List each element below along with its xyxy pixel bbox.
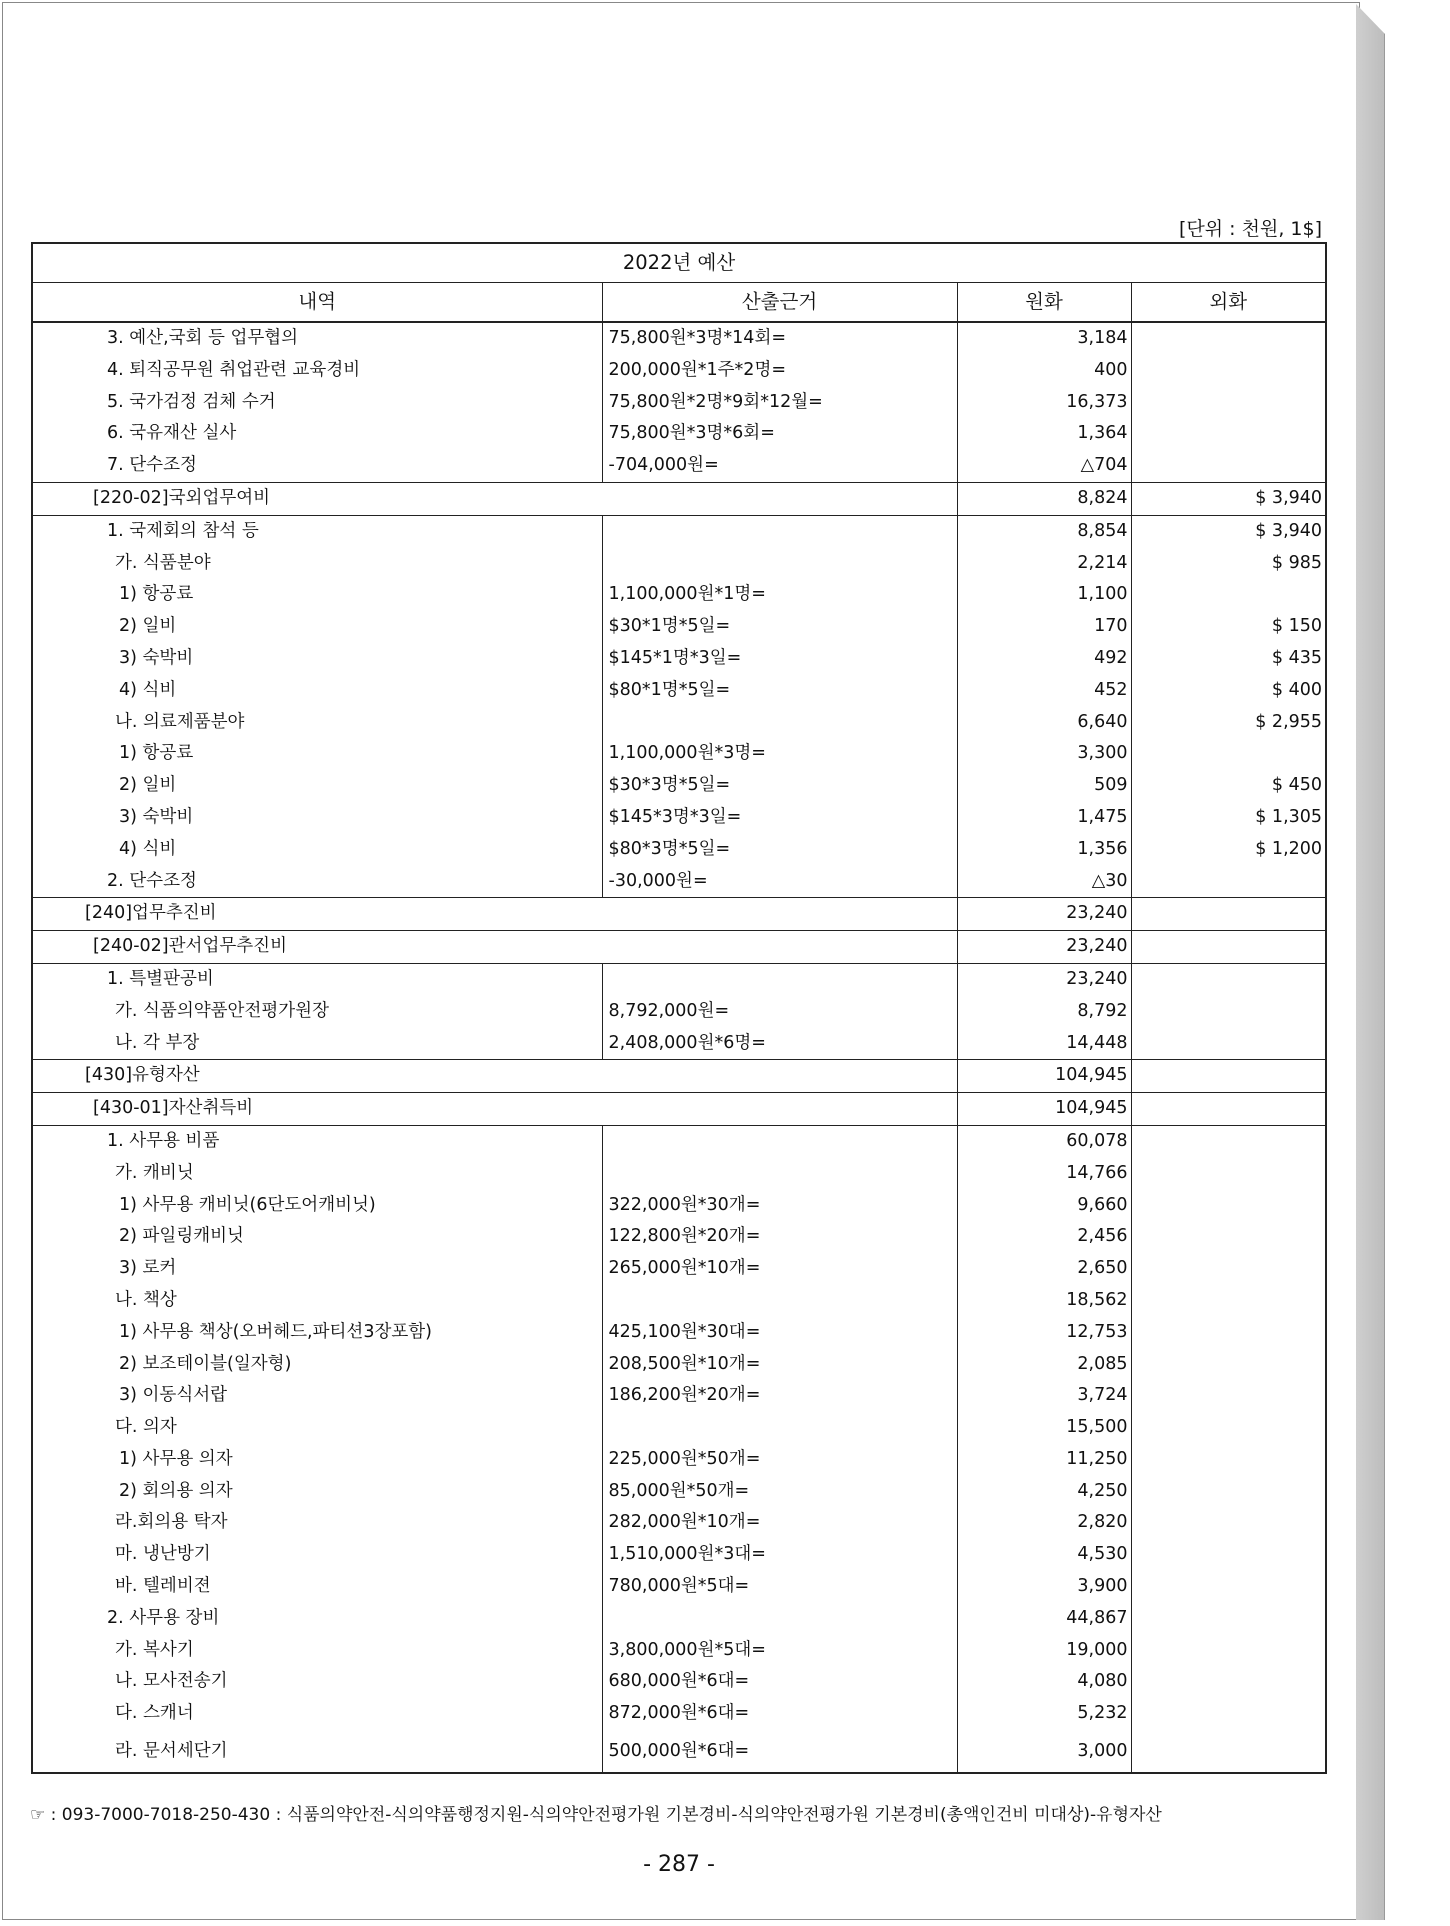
row-fx: $ 3,940 (1131, 482, 1326, 515)
table-row (32, 707, 1326, 739)
row-krw: 2,085 (957, 1349, 1131, 1381)
row-fx: $ 3,940 (1131, 515, 1326, 547)
table-row (32, 898, 1326, 931)
table-row (32, 515, 1326, 547)
table-row (32, 1698, 1326, 1730)
header-fx: 외화 (1131, 283, 1326, 323)
row-desc: 바. 텔레비젼 (32, 1571, 602, 1603)
row-fx: $ 435 (1271, 647, 1323, 668)
row-krw: 16,373 (957, 387, 1131, 419)
row-basis: 1,510,000원*3대= (602, 1539, 957, 1571)
row-krw: 12,753 (957, 1317, 1131, 1349)
row-basis: 282,000원*10개= (602, 1507, 957, 1539)
row-basis: 680,000원*6대= (602, 1666, 957, 1698)
row-basis (602, 1412, 957, 1444)
row-fx (1131, 387, 1326, 419)
row-basis: 8,792,000원= (602, 996, 957, 1028)
row-krw: 6,640 (957, 707, 1131, 739)
row-krw: 11,250 (957, 1444, 1131, 1476)
row-basis: $80*3명*5일= (602, 834, 957, 866)
row-desc: 2. 단수조정 (32, 866, 602, 898)
row-basis: 265,000원*10개= (602, 1253, 957, 1285)
row-krw: 14,448 (957, 1028, 1131, 1060)
row-basis: 2,408,000원*6명= (602, 1028, 957, 1060)
row-basis (602, 1285, 957, 1317)
row-desc: 7. 단수조정 (32, 450, 602, 482)
row-krw: 23,240 (957, 931, 1131, 964)
row-basis: -704,000원= (602, 450, 957, 482)
row-krw: 509 (957, 770, 1131, 802)
row-fx: $ 400 (1271, 679, 1323, 700)
row-fx: $ 1,305 (1255, 806, 1323, 827)
row-fx (1131, 738, 1326, 770)
row-fx (1131, 1571, 1326, 1603)
row-krw: 1,100 (957, 579, 1131, 611)
row-basis: 425,100원*30대= (602, 1317, 957, 1349)
table-row (32, 1125, 1326, 1157)
table-row (32, 1349, 1326, 1381)
row-fx (1131, 1507, 1326, 1539)
row-desc: 1) 사무용 책상(오버헤드,파티션3장포함) (32, 1317, 602, 1349)
header-basis: 산출근거 (602, 283, 957, 323)
table-row (32, 387, 1326, 419)
row-desc: 나. 각 부장 (32, 1028, 602, 1060)
row-desc: 5. 국가검정 검체 수거 (32, 387, 602, 419)
row-desc: 다. 의자 (32, 1412, 602, 1444)
table-row (32, 834, 1326, 866)
table-row (32, 1060, 1326, 1093)
row-desc: 가. 복사기 (32, 1635, 602, 1667)
row-krw: △704 (957, 450, 1131, 482)
row-desc: 2) 보조테이블(일자형) (32, 1349, 602, 1381)
table-row (32, 1380, 1326, 1412)
row-desc: 1. 사무용 비품 (32, 1125, 602, 1157)
row-desc: 3) 로커 (32, 1253, 602, 1285)
table-row (32, 1028, 1326, 1060)
row-fx (1131, 1444, 1326, 1476)
row-desc: 1) 항공료 (32, 579, 602, 611)
row-krw: 4,530 (957, 1539, 1131, 1571)
table-row (32, 802, 1326, 834)
row-krw: 5,232 (957, 1698, 1131, 1730)
row-desc: 1. 특별판공비 (32, 963, 602, 995)
footnote: ☞ : 093-7000-7018-250-430 : 식품의약안전-식의약품행정지원-식의약안전평가원 기본경비-식의약안전평가원 기본경비(총액인건비 미대상)-유형자산 (30, 1805, 1162, 1825)
row-krw: 2,214 (957, 548, 1131, 580)
row-fx (1131, 898, 1326, 931)
row-fx (1131, 866, 1326, 898)
table-row (32, 1539, 1326, 1571)
row-krw: 104,945 (957, 1093, 1131, 1126)
table-row (32, 1476, 1326, 1508)
row-fx (1131, 931, 1326, 964)
table-row (32, 931, 1326, 964)
row-krw: 8,854 (957, 515, 1131, 547)
row-fx (1131, 1253, 1326, 1285)
row-basis: $145*3명*3일= (602, 802, 957, 834)
row-desc: [430]유형자산 (32, 1060, 957, 1093)
row-desc: 3. 예산,국회 등 업무협의 (32, 322, 602, 355)
row-fx (1131, 1698, 1326, 1730)
page-number: - 287 - (643, 1852, 715, 1877)
table-row (32, 996, 1326, 1028)
row-basis: 200,000원*1주*2명= (602, 355, 957, 387)
table-row (32, 548, 1326, 580)
row-krw: 9,660 (957, 1190, 1131, 1222)
row-desc: 4) 식비 (32, 675, 602, 707)
row-basis: 75,800원*2명*9회*12월= (602, 387, 957, 419)
row-desc: 4. 퇴직공무원 취업관련 교육경비 (32, 355, 602, 387)
row-desc: 2) 일비 (32, 611, 602, 643)
row-basis: 225,000원*50개= (602, 1444, 957, 1476)
header-desc: 내역 (32, 283, 602, 323)
row-krw: 4,250 (957, 1476, 1131, 1508)
row-desc: [240-02]관서업무추진비 (32, 931, 957, 964)
row-basis: 500,000원*6대= (602, 1730, 957, 1773)
row-fx: $ 1,200 (1255, 838, 1323, 859)
row-fx (1131, 1285, 1326, 1317)
row-fx: $ 2,955 (1255, 711, 1323, 732)
header-krw: 원화 (957, 283, 1131, 323)
table-row (32, 738, 1326, 770)
row-fx (1131, 963, 1326, 995)
row-desc: 3) 숙박비 (32, 643, 602, 675)
table-row (32, 1158, 1326, 1190)
row-krw: 3,000 (957, 1730, 1131, 1773)
row-desc: 라.회의용 탁자 (32, 1507, 602, 1539)
row-desc: [430-01]자산취득비 (32, 1093, 957, 1126)
row-fx (1131, 1125, 1326, 1157)
row-fx (1131, 1666, 1326, 1698)
row-fx (1131, 322, 1326, 355)
row-fx: $ 450 (1271, 775, 1323, 796)
table-row (32, 1603, 1326, 1635)
table-row (32, 482, 1326, 515)
row-desc: 나. 책상 (32, 1285, 602, 1317)
row-basis (602, 515, 957, 547)
table-row (32, 675, 1326, 707)
row-desc: 3) 이동식서랍 (32, 1380, 602, 1412)
row-krw: 23,240 (957, 963, 1131, 995)
row-krw: 1,364 (957, 418, 1131, 450)
row-krw: 3,724 (957, 1380, 1131, 1412)
row-desc: 1) 항공료 (32, 738, 602, 770)
row-desc: 1) 사무용 캐비닛(6단도어캐비닛) (32, 1190, 602, 1222)
row-desc: 다. 스캐너 (32, 1698, 602, 1730)
row-krw: 3,900 (957, 1571, 1131, 1603)
row-basis: -30,000원= (602, 866, 957, 898)
row-basis: 3,800,000원*5대= (602, 1635, 957, 1667)
row-krw: 8,792 (957, 996, 1131, 1028)
row-fx (1131, 1349, 1326, 1381)
row-fx (1131, 450, 1326, 482)
row-krw: 2,820 (957, 1507, 1131, 1539)
table-row (32, 579, 1326, 611)
table-row (32, 1666, 1326, 1698)
row-fx (1131, 1093, 1326, 1126)
row-fx (1131, 1635, 1326, 1667)
row-desc: 4) 식비 (32, 834, 602, 866)
row-desc: 가. 캐비닛 (32, 1158, 602, 1190)
row-desc: 1) 사무용 의자 (32, 1444, 602, 1476)
row-fx (1131, 1221, 1326, 1253)
row-fx: $ 150 (1271, 616, 1323, 637)
table-row (32, 866, 1326, 898)
row-krw: 60,078 (957, 1125, 1131, 1157)
row-basis (602, 548, 957, 580)
row-krw: 19,000 (957, 1635, 1131, 1667)
row-krw: 492 (957, 643, 1131, 675)
row-desc: 나. 모사전송기 (32, 1666, 602, 1698)
row-desc: 마. 냉난방기 (32, 1539, 602, 1571)
table-row (32, 643, 1326, 675)
row-fx (1131, 1158, 1326, 1190)
table-row (32, 770, 1326, 802)
row-fx (1131, 1317, 1326, 1349)
row-desc: [240]업무추진비 (32, 898, 957, 931)
row-krw: 2,650 (957, 1253, 1131, 1285)
row-fx (1131, 1603, 1326, 1635)
row-desc: 가. 식품분야 (32, 548, 602, 580)
table-row (32, 1571, 1326, 1603)
row-basis: 186,200원*20개= (602, 1380, 957, 1412)
row-krw: 44,867 (957, 1603, 1131, 1635)
row-krw: 3,300 (957, 738, 1131, 770)
row-fx (1131, 1539, 1326, 1571)
table-row (32, 1635, 1326, 1667)
row-fx (1131, 1060, 1326, 1093)
table-row (32, 1285, 1326, 1317)
row-basis (602, 1603, 957, 1635)
row-basis: $145*1명*3일= (602, 643, 957, 675)
row-basis: 872,000원*6대= (602, 1698, 957, 1730)
table-row (32, 355, 1326, 387)
table-row (32, 1253, 1326, 1285)
row-fx (1131, 1730, 1326, 1773)
table-row (32, 1093, 1326, 1126)
table-row (32, 1190, 1326, 1222)
row-fx (1131, 1476, 1326, 1508)
row-krw: 14,766 (957, 1158, 1131, 1190)
row-fx (1131, 1412, 1326, 1444)
row-desc: 1. 국제회의 참석 등 (32, 515, 602, 547)
table-row (32, 450, 1326, 482)
row-basis (602, 963, 957, 995)
row-desc: 3) 숙박비 (32, 802, 602, 834)
row-basis: 1,100,000원*1명= (602, 579, 957, 611)
row-krw: 170 (957, 611, 1131, 643)
row-krw: 104,945 (957, 1060, 1131, 1093)
row-desc: 가. 식품의약품안전평가원장 (32, 996, 602, 1028)
row-desc: [220-02]국외업무여비 (32, 482, 957, 515)
row-krw: 4,080 (957, 1666, 1131, 1698)
budget-table (31, 242, 1327, 1774)
row-desc: 2) 회의용 의자 (32, 1476, 602, 1508)
row-basis: $30*3명*5일= (602, 770, 957, 802)
row-basis: 1,100,000원*3명= (602, 738, 957, 770)
table-row (32, 1412, 1326, 1444)
row-fx (1131, 1028, 1326, 1060)
row-basis: $80*1명*5일= (602, 675, 957, 707)
row-desc: 2) 일비 (32, 770, 602, 802)
row-fx (1131, 579, 1326, 611)
row-desc: 2) 파일링캐비닛 (32, 1221, 602, 1253)
table-row (32, 1507, 1326, 1539)
row-krw: 8,824 (957, 482, 1131, 515)
row-fx (1131, 418, 1326, 450)
row-basis: 85,000원*50개= (602, 1476, 957, 1508)
table-row (32, 611, 1326, 643)
table-row (32, 322, 1326, 355)
table-row (32, 1221, 1326, 1253)
row-basis: $30*1명*5일= (602, 611, 957, 643)
row-fx (1131, 1380, 1326, 1412)
row-krw: 23,240 (957, 898, 1131, 931)
table-row (32, 1317, 1326, 1349)
unit-label: [단위 : 천원, 1$] (1179, 218, 1322, 240)
row-desc: 2. 사무용 장비 (32, 1603, 602, 1635)
row-krw: 15,500 (957, 1412, 1131, 1444)
row-basis: 75,800원*3명*14회= (602, 322, 957, 355)
row-krw: 452 (957, 675, 1131, 707)
table-row (32, 418, 1326, 450)
page-edge-shadow (1356, 4, 1385, 1920)
table-row (32, 1444, 1326, 1476)
row-krw: 18,562 (957, 1285, 1131, 1317)
row-desc: 6. 국유재산 실사 (32, 418, 602, 450)
row-krw: 1,475 (957, 802, 1131, 834)
row-basis: 208,500원*10개= (602, 1349, 957, 1381)
row-krw: 400 (957, 355, 1131, 387)
row-krw: △30 (957, 866, 1131, 898)
row-basis: 780,000원*5대= (602, 1571, 957, 1603)
row-basis (602, 1158, 957, 1190)
row-basis: 75,800원*3명*6회= (602, 418, 957, 450)
row-fx (1131, 996, 1326, 1028)
row-fx (1131, 1190, 1326, 1222)
row-basis: 122,800원*20개= (602, 1221, 957, 1253)
table-title: 2022년 예산 (32, 243, 1326, 283)
row-krw: 2,456 (957, 1221, 1131, 1253)
row-krw: 1,356 (957, 834, 1131, 866)
row-fx (1131, 355, 1326, 387)
row-desc: 라. 문서세단기 (32, 1730, 602, 1773)
row-fx: $ 985 (1271, 552, 1323, 573)
table-row (32, 1730, 1326, 1773)
row-basis: 322,000원*30개= (602, 1190, 957, 1222)
row-desc: 나. 의료제품분야 (32, 707, 602, 739)
row-krw: 3,184 (957, 322, 1131, 355)
row-basis (602, 1125, 957, 1157)
row-basis (602, 707, 957, 739)
table-body (32, 322, 1326, 1773)
table-row (32, 963, 1326, 995)
